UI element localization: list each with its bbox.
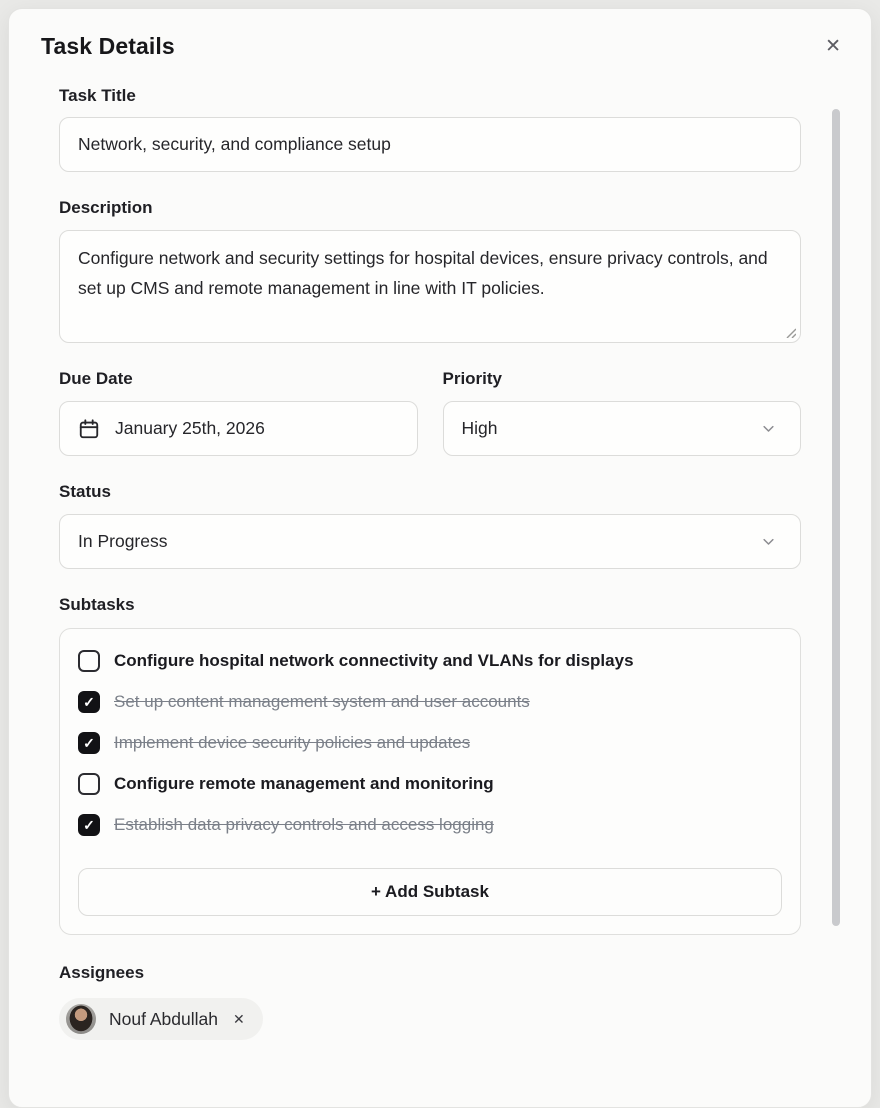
subtask-row <box>78 730 782 756</box>
assignee-name: Nouf Abdullah <box>109 1008 218 1029</box>
scrollbar-thumb[interactable] <box>832 109 840 926</box>
subtask-text: Establish data privacy controls and access logging <box>114 815 494 834</box>
remove-assignee-icon[interactable]: ✕ <box>232 1011 245 1027</box>
status-select[interactable] <box>59 514 801 569</box>
task-title-input[interactable] <box>59 117 801 172</box>
priority-label: Priority <box>442 369 503 388</box>
subtask-text: Implement device security policies and updates <box>114 733 471 752</box>
add-subtask-button[interactable]: + Add Subtask <box>78 868 782 916</box>
modal-header <box>9 9 871 60</box>
subtask-text: Configure hospital network connectivity and VLANs for displays <box>114 651 634 670</box>
chevron-down-icon <box>761 421 776 436</box>
assignee-chips <box>59 998 801 1040</box>
subtask-text: Configure remote management and monitoring <box>114 774 494 793</box>
close-icon[interactable]: ✕ <box>819 33 847 60</box>
subtask-checkbox[interactable]: ✓ <box>78 732 100 754</box>
assignees-label: Assignees <box>59 963 145 982</box>
priority-value: High <box>461 418 498 438</box>
subtask-text: Set up content management system and user accounts <box>114 692 530 711</box>
subtasks-label: Subtasks <box>59 595 135 614</box>
calendar-icon <box>78 418 100 440</box>
subtask-row <box>78 689 782 715</box>
description-textarea[interactable] <box>59 230 801 343</box>
due-date-picker[interactable] <box>59 401 418 456</box>
modal-content <box>9 86 871 1080</box>
due-date-value: January 25th, 2026 <box>115 418 265 438</box>
subtasks-box <box>59 628 801 935</box>
due-date-label: Due Date <box>59 369 133 388</box>
subtask-row <box>78 812 782 838</box>
description-label: Description <box>59 198 153 217</box>
assignee-chip <box>59 998 263 1040</box>
subtask-checkbox[interactable]: ✓ <box>78 691 100 713</box>
status-label: Status <box>59 482 111 501</box>
subtask-row <box>78 648 782 674</box>
task-details-modal <box>8 8 872 1108</box>
modal-title: Task Details <box>41 33 175 59</box>
chevron-down-icon <box>761 534 776 549</box>
subtask-row <box>78 771 782 797</box>
subtask-checkbox[interactable] <box>78 650 100 672</box>
subtask-list <box>78 648 782 838</box>
avatar <box>66 1004 96 1034</box>
priority-select[interactable] <box>443 401 802 456</box>
subtask-checkbox[interactable]: ✓ <box>78 814 100 836</box>
status-value: In Progress <box>78 531 168 551</box>
task-title-label: Task Title <box>59 86 136 105</box>
subtask-checkbox[interactable] <box>78 773 100 795</box>
